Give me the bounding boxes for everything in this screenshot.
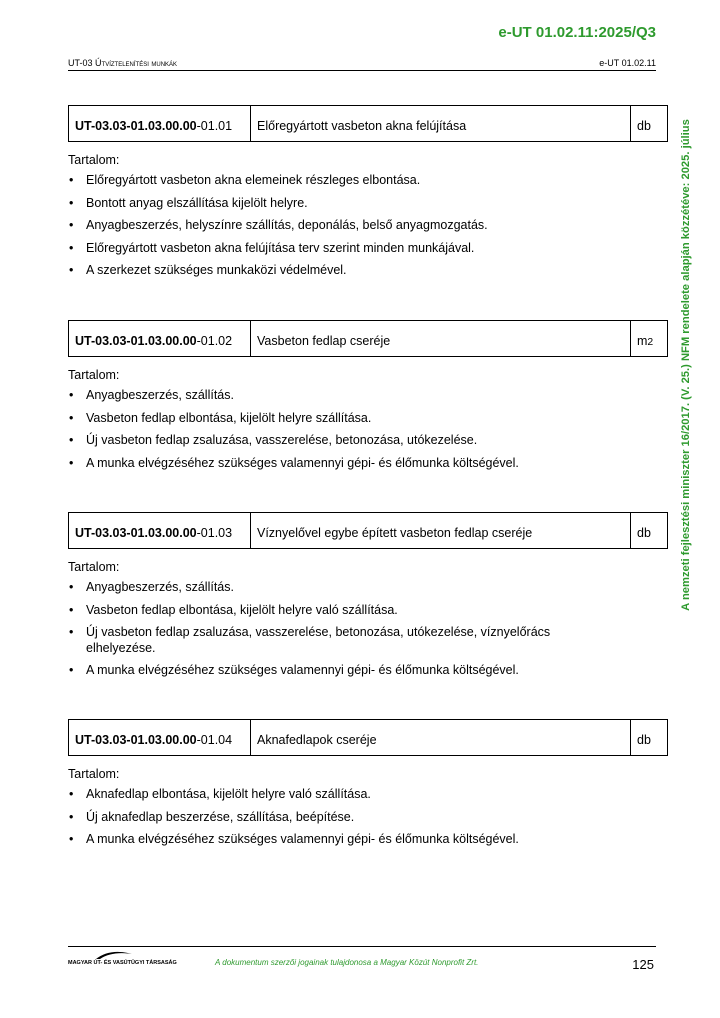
work-item-unit: m 2 [637, 334, 654, 348]
list-item: • Vasbeton fedlap elbontása, kijelölt helyre való szállítása. [68, 603, 616, 619]
list-item: • Új vasbeton fedlap zsaluzása, vasszerelése, betonozása, utókezelése. [68, 433, 616, 449]
content-label: Tartalom: [68, 560, 120, 574]
side-note-text: A nemzeti fejlesztési miniszter 16/2017. (V. 25.) NFM rendelete alapján közzétéve: 2025. július [680, 119, 692, 611]
running-header-right: e-UT 01.02.11 [599, 58, 656, 68]
list-item: • Előregyártott vasbeton akna felújítása terv szerint minden munkájával. [68, 241, 616, 257]
organization-name: MAGYAR ÚT- ÉS VASÚTÜGYI TÁRSASÁG [68, 960, 177, 966]
road-swoosh-icon [96, 950, 132, 960]
work-item-section [68, 320, 668, 478]
list-item: • Anyagbeszerzés, szállítás. [68, 580, 616, 596]
list-item: • Vasbeton fedlap elbontása, kijelölt helyre szállítása. [68, 411, 616, 427]
work-item-title: Előregyártott vasbeton akna felújítása [251, 106, 631, 141]
work-item-unit: db [637, 733, 651, 747]
work-item-header-table [68, 719, 668, 756]
list-item: • A munka elvégzéséhez szükséges valamennyi gépi- és élőmunka költségével. [68, 832, 616, 848]
work-item-code: UT-03.03-01.03.00.00 -01.01 [69, 106, 251, 141]
work-item-title: Vasbeton fedlap cseréje [251, 321, 631, 356]
list-item: • Előregyártott vasbeton akna elemeinek részleges elbontása. [68, 173, 616, 189]
list-item: • Aknafedlap elbontása, kijelölt helyre való szállítása. [68, 787, 616, 803]
organization-logo [68, 950, 177, 970]
header-divider [68, 70, 656, 71]
work-item-header-table [68, 320, 668, 357]
document-id: e-UT 01.02.11:2025/Q3 [498, 24, 656, 41]
list-item: • A szerkezet szükséges munkaközi védelmével. [68, 263, 616, 279]
content-label: Tartalom: [68, 767, 120, 781]
work-item-header-table [68, 105, 668, 142]
work-item-section [68, 719, 668, 855]
content-list [68, 173, 668, 279]
chapter-code: UT-03 [68, 58, 93, 68]
list-item: • Új aknafedlap beszerzése, szállítása, beépítése. [68, 810, 616, 826]
work-item-section [68, 512, 668, 686]
content-label: Tartalom: [68, 153, 120, 167]
content-label: Tartalom: [68, 368, 120, 382]
work-item-unit: db [637, 526, 651, 540]
list-item: • A munka elvégzéséhez szükséges valamennyi gépi- és élőmunka költségével. [68, 663, 616, 679]
work-item-code: UT-03.03-01.03.00.00 -01.02 [69, 321, 251, 356]
list-item: • A munka elvégzéséhez szükséges valamennyi gépi- és élőmunka költségével. [68, 456, 616, 472]
work-item-unit: db [637, 119, 651, 133]
list-item: • Bontott anyag elszállítása kijelölt helyre. [68, 196, 616, 212]
page-number: 125 [632, 957, 654, 972]
work-item-code: UT-03.03-01.03.00.00 -01.04 [69, 720, 251, 755]
work-item-code: UT-03.03-01.03.00.00 -01.03 [69, 513, 251, 548]
content-list [68, 388, 668, 471]
content-list [68, 787, 668, 848]
list-item: • Anyagbeszerzés, szállítás. [68, 388, 616, 404]
list-item: • Anyagbeszerzés, helyszínre szállítás, deponálás, belső anyagmozgatás. [68, 218, 616, 234]
work-item-title: Víznyelővel egybe épített vasbeton fedlap cseréje [251, 513, 631, 548]
copyright-notice: A dokumentum szerzői jogainak tulajdonosa a Magyar Közút Nonprofit Zrt. [215, 958, 479, 967]
work-item-section [68, 105, 668, 286]
footer-divider [68, 946, 656, 947]
list-item: • Új vasbeton fedlap zsaluzása, vasszerelése, betonozása, utókezelése, víznyelőrács elhelyezése. [68, 625, 616, 656]
content-list [68, 580, 668, 679]
publication-side-note [676, 95, 696, 635]
chapter-title: Útvíztelenítési munkák [95, 58, 178, 68]
running-header-left [68, 58, 177, 68]
work-item-header-table [68, 512, 668, 549]
work-item-title: Aknafedlapok cseréje [251, 720, 631, 755]
